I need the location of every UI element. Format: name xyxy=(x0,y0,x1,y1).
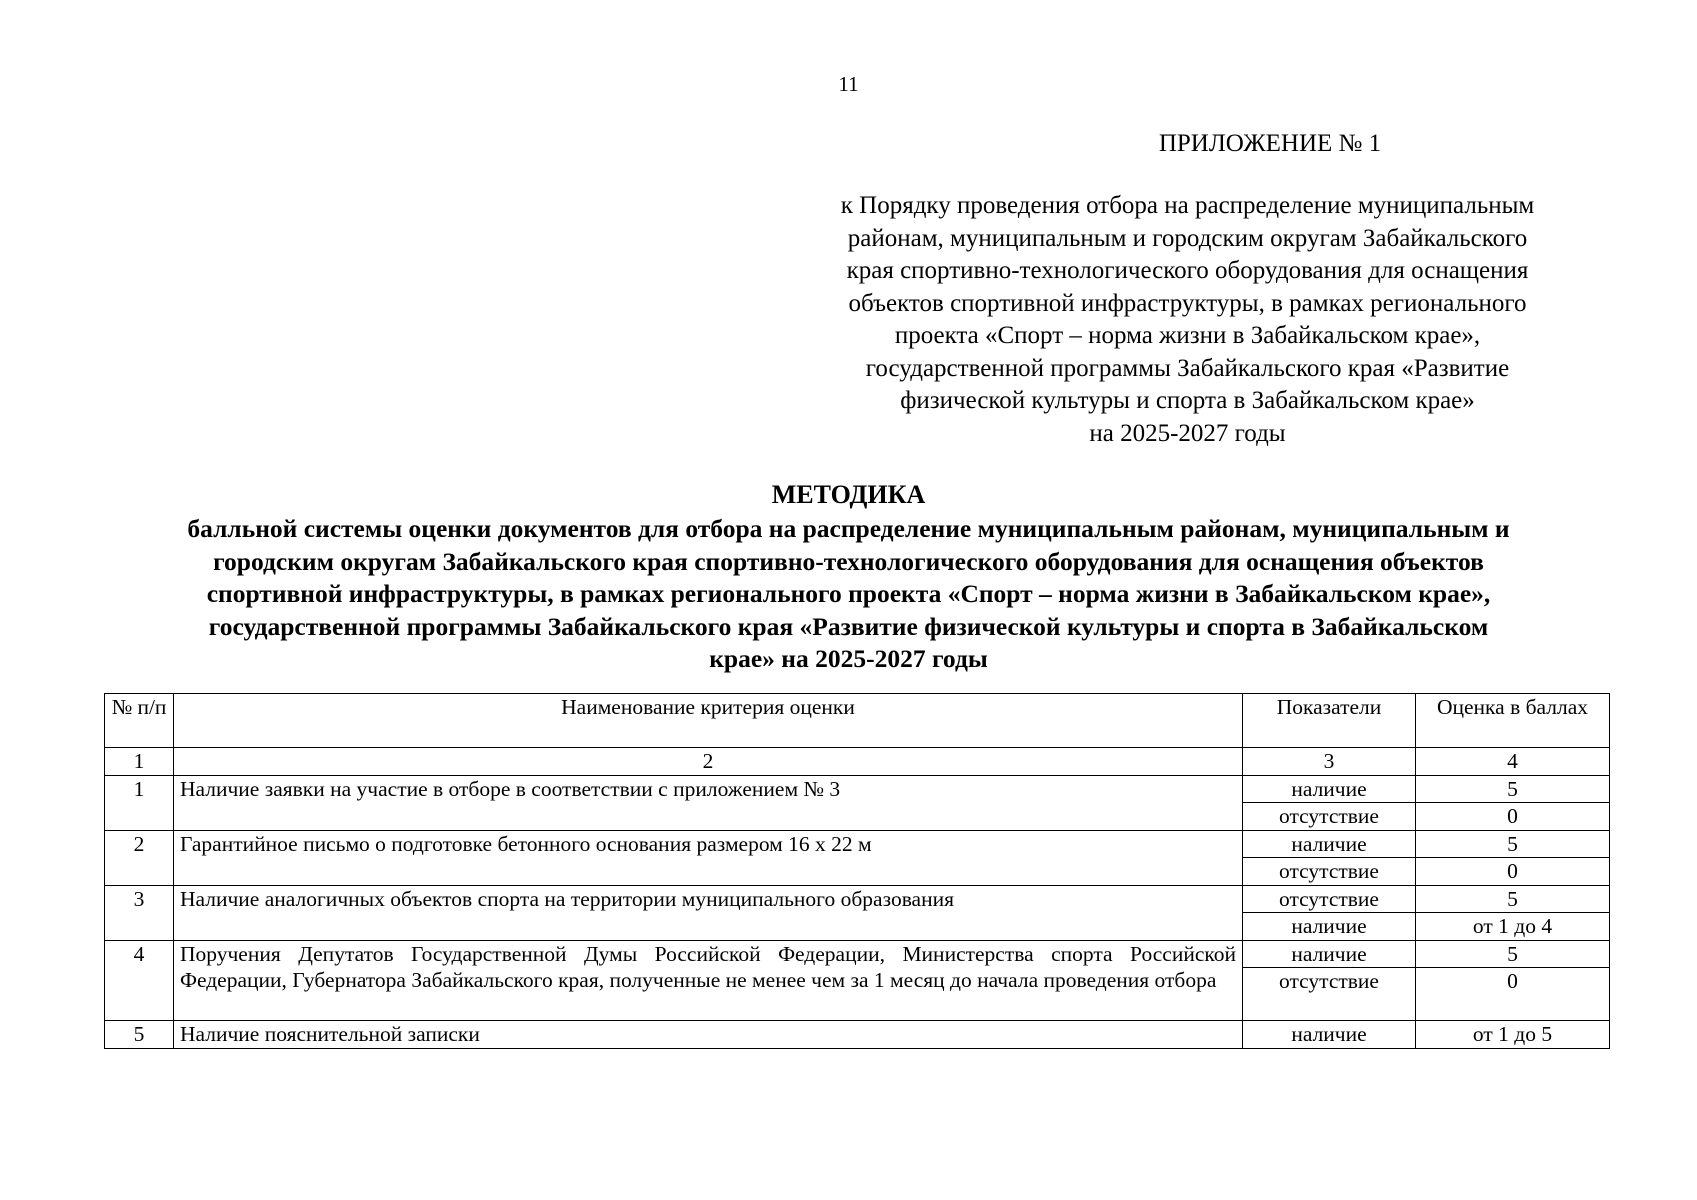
annex-line: проекта «Спорт – норма жизни в Забайкальском крае», xyxy=(894,322,1481,349)
indicator: наличие xyxy=(1243,940,1416,968)
page-number: 11 xyxy=(838,72,859,96)
table-row xyxy=(105,940,1610,968)
row-number: 4 xyxy=(105,940,174,1021)
annex-line: объектов спортивной инфраструктуры, в рамках регионального xyxy=(848,289,1527,317)
row-number: 1 xyxy=(105,775,174,830)
criterion-name: Наличие заявки на участие в отборе в соответствии с приложением № 3 xyxy=(174,775,1243,830)
annex-line: края спортивно-технологического оборудования для оснащения xyxy=(846,257,1529,284)
header-score: Оценка в баллах xyxy=(1416,694,1610,748)
annex-line: районам, муниципальным и городским округам Забайкальского xyxy=(847,224,1528,252)
column-number: 2 xyxy=(174,748,1243,776)
table-header-row xyxy=(105,694,1610,748)
table-row xyxy=(105,775,1610,803)
score: 0 xyxy=(1416,803,1610,831)
score: 0 xyxy=(1416,858,1610,886)
score: 5 xyxy=(1416,940,1610,968)
criterion-name: Наличие аналогичных объектов спорта на территории муниципального образования xyxy=(174,885,1243,940)
methodology-subtitle-line: крае» на 2025-2027 годы xyxy=(709,644,988,674)
annex-line: к Порядку проведения отбора на распределение муниципальным xyxy=(840,192,1535,219)
indicator: отсутствие xyxy=(1243,858,1416,886)
annex-line: государственной программы Забайкальского края «Развитие xyxy=(865,354,1510,382)
indicator: наличие xyxy=(1243,830,1416,858)
table-row xyxy=(105,1021,1610,1049)
column-numbers-row xyxy=(105,748,1610,776)
annex-line: физической культуры и спорта в Забайкальском крае» xyxy=(900,387,1475,414)
score: 5 xyxy=(1416,885,1610,913)
indicator: наличие xyxy=(1243,1021,1416,1049)
row-number: 5 xyxy=(105,1021,174,1049)
annex-text xyxy=(770,190,1605,450)
methodology-title: МЕТОДИКА xyxy=(771,480,926,509)
column-number: 4 xyxy=(1416,748,1610,776)
table-row xyxy=(105,830,1610,858)
score: 5 xyxy=(1416,830,1610,858)
indicator: наличие xyxy=(1243,913,1416,941)
header-indicators: Показатели xyxy=(1243,694,1416,748)
column-number: 3 xyxy=(1243,748,1416,776)
indicator: отсутствие xyxy=(1243,803,1416,831)
methodology-subtitle-line: балльной системы оценки документов для отбора на распределение муниципальным районам, муниципальным и xyxy=(187,514,1510,543)
score: 0 xyxy=(1416,968,1610,1021)
row-number: 3 xyxy=(105,885,174,940)
methodology-subtitle-line: государственной программы Забайкальского края «Развитие физической культуры и спорта в Забайкальском xyxy=(208,611,1489,641)
indicator: отсутствие xyxy=(1243,885,1416,913)
column-number: 1 xyxy=(105,748,174,776)
criteria-table xyxy=(104,693,1610,1049)
annex-line: на 2025-2027 годы xyxy=(1089,419,1286,447)
header-criterion-name: Наименование критерия оценки xyxy=(174,694,1243,748)
score: от 1 до 4 xyxy=(1416,913,1610,941)
annex-title: ПРИЛОЖЕНИЕ № 1 xyxy=(1158,130,1382,157)
criterion-name: Гарантийное письмо о подготовке бетонного основания размером 16 х 22 м xyxy=(174,830,1243,885)
criterion-name: Поручения Депутатов Государственной Думы Российской Федерации, Министерства спорта Российской Федерации, Губернатора Забайкальского края, полученные не менее чем за 1 месяц до начала проведения отбора xyxy=(174,940,1243,1021)
methodology-subtitle-line: спортивной инфраструктуры, в рамках регионального проекта «Спорт – норма жизни в Забайкальском крае», xyxy=(206,579,1491,609)
indicator: наличие xyxy=(1243,775,1416,803)
criterion-name: Наличие пояснительной записки xyxy=(174,1021,1243,1049)
methodology-subtitle xyxy=(80,513,1617,676)
row-number: 2 xyxy=(105,830,174,885)
indicator: отсутствие xyxy=(1243,968,1416,1021)
header-num: № п/п xyxy=(105,694,174,748)
score: 5 xyxy=(1416,775,1610,803)
table-row xyxy=(105,885,1610,913)
methodology-subtitle-line: городским округам Забайкальского края спортивно-технологического оборудования для оснащения объектов xyxy=(213,546,1484,576)
score: от 1 до 5 xyxy=(1416,1021,1610,1049)
